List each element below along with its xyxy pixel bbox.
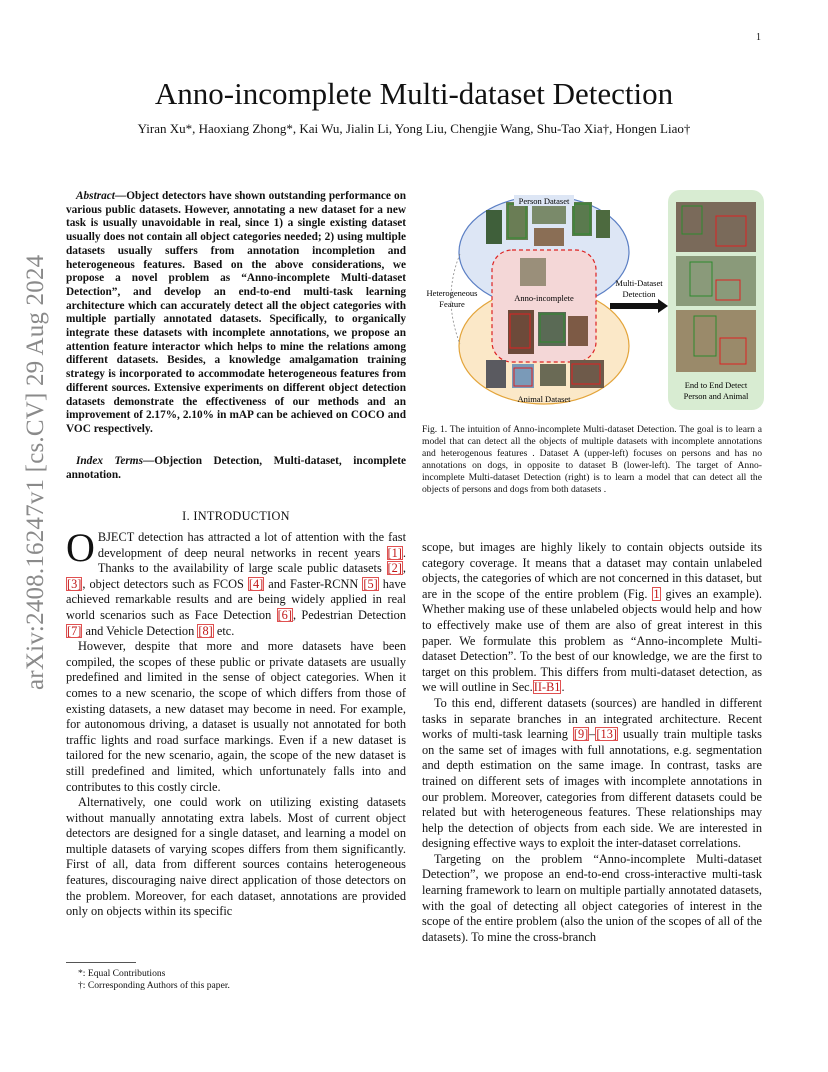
introduction-left-column xyxy=(66,525,407,920)
footnote-corresponding-authors: †: Corresponding Authors of this paper. xyxy=(78,980,230,991)
dropcap: O xyxy=(66,525,95,570)
multi-dataset-label-line1: Multi-Dataset xyxy=(615,278,663,288)
right-text: usually train multiple tasks on the same set of images with full annotations, e.g. segmentation and depth estimation on the same image. In contrast, tasks are trained on different sets of images with incomplete annotations in our problem. Moreover, categories from different datasets could be related but with heterogeneous features. These relationships may help the detection of objects from each side. We are interested in designing effective ways to exploit the inter-dataset correlations. xyxy=(422,727,762,851)
citation-link[interactable]: [1] xyxy=(387,545,402,560)
person-thumb xyxy=(506,202,528,240)
index-terms-text: —Objection Detection, Multi-dataset, incomplete annotation. xyxy=(66,455,406,481)
citation-link[interactable]: [9] xyxy=(573,727,589,742)
heterogeneous-label-line1: Heterogeneous xyxy=(426,288,478,298)
person-thumb xyxy=(572,202,592,236)
page-number: 1 xyxy=(756,32,761,43)
section-link[interactable]: II-B1 xyxy=(533,680,561,695)
mixed-thumb xyxy=(520,258,546,286)
mixed-thumb xyxy=(568,316,588,346)
intro-text: , xyxy=(402,561,406,576)
animal-dataset-label: Animal Dataset xyxy=(517,394,571,404)
index-terms-label: Index Terms xyxy=(76,455,143,467)
footnote-rule xyxy=(66,962,136,963)
right-text: gives an example). Whether making use of these unlabeled objects would help and how to effectively make use of them are also of great interest in this paper. We formulate this problem as “Anno-incomplete Multi-dataset Detection”. To the best of our knowledge, we are the first to target on this problem. This differs from multi-dataset detection, as we will outline in Sec. xyxy=(422,586,762,695)
citation-link[interactable]: [8] xyxy=(198,623,213,638)
citation-link[interactable]: [7] xyxy=(67,623,82,638)
footnotes xyxy=(66,968,406,992)
animal-thumb xyxy=(540,364,566,386)
paper-title: Anno-incomplete Multi-dataset Detection xyxy=(154,76,674,111)
intro-paragraph-2: However, despite that more and more datasets have been compiled, the scopes of these public or private datasets are usually predefined and limited in the sense of object categories. When it comes to a new scenario, the scope of which differs from those of existing datasets, a new dataset may become in need. For example, for autonomous driving, a dataset is usually not annotated for both traffic lights and road surface markings. Even if a new dataset is tailored for the new scenario, again, the scope of the new dataset is still predefined and limited, which unfortunately falls into and contributes to this costly circle. xyxy=(66,639,406,794)
end-to-end-label-line1: End to End Detect xyxy=(684,380,748,390)
heterogeneous-label-line2: Feature xyxy=(439,299,465,309)
right-paragraph-1 xyxy=(422,540,762,696)
intro-text: . Thanks to the availability of large scale public datasets xyxy=(97,545,406,576)
mixed-thumb xyxy=(538,312,566,346)
intro-text: and Vehicle Detection xyxy=(82,623,198,638)
abstract-text: —Object detectors have shown outstanding performance on various public datasets. However, annotating a new dataset for a new task is usually unavoidable in real, since 1) a single existing dataset usually does not contain all object categories needed; 2) using multiple datasets usually suffers from annotation incompletion and heterogeneous features. Based on the above considerations, we propose a novel problem as “Anno-incomplete Multi-dataset Detection”, and develop an end-to-end multi-task learning architecture which can accurately detect all the object categories with multiple partially annotated datasets. Specifically, to organically integrate these datasets with incomplete annotations, we propose an attention feature interactor which helps to mine the relations among different datasets. Besides, a knowledge amalgamation training strategy is incorporated to accommodate heterogeneous features from different sources. Extensive experiments on different object detection datasets demonstrate the effectiveness of our methods and an improvement of 2.17%, 2.10% in mAP can be achieved on COCO and VOC respectively. xyxy=(66,190,406,435)
abstract-label: Abstract xyxy=(76,190,115,202)
index-terms xyxy=(66,455,406,482)
end-to-end-label-line2: Person and Animal xyxy=(683,391,749,401)
citation-link[interactable]: [4] xyxy=(248,576,264,591)
anno-incomplete-label: Anno-incomplete xyxy=(514,293,574,303)
person-dataset-label: Person Dataset xyxy=(518,196,570,206)
intro-text: , object detectors such as FCOS xyxy=(82,576,248,591)
person-thumb xyxy=(534,228,564,246)
citation-link[interactable]: [6] xyxy=(277,607,292,622)
section-heading-introduction: I. INTRODUCTION xyxy=(182,509,290,523)
citation-link[interactable]: [2] xyxy=(387,561,402,576)
introduction-right-column xyxy=(422,540,762,945)
abstract xyxy=(66,190,406,437)
citation-link[interactable]: [3] xyxy=(67,576,82,591)
animal-thumb xyxy=(486,360,506,388)
footnote-equal-contribution: *: Equal Contributions xyxy=(78,968,166,979)
person-thumb xyxy=(596,210,610,238)
person-thumb xyxy=(532,204,566,224)
figure-1-caption: Fig. 1. The intuition of Anno-incomplete Multi-dataset Detection. The goal is to learn a model that can detect all the objects of multiple datasets with incomplete annotations and heterogenous features . Dataset A (upper-left) focuses on persons and has no annotations on dogs, in opposite to dataset B (lower-left). The target of Anno-incomplete Multi-dataset Detection (right) is to learn a model that can detect all the objects of persons and dogs from both datasets . xyxy=(422,424,762,495)
right-paragraph-2 xyxy=(422,696,762,852)
intro-paragraph-1 xyxy=(66,525,407,639)
intro-text: , Pedestrian Detection xyxy=(292,607,406,622)
figure-diagram xyxy=(420,188,768,414)
citation-link[interactable]: [13] xyxy=(596,727,617,742)
right-text: scope, but images are highly likely to contain objects outside its category coverage. It means that a dataset may contain unlabeled objects, the categories of which are not concerned in this dataset, but are in the scope of the entire problem (Fig. xyxy=(422,540,762,601)
multi-dataset-label-line2: Detection xyxy=(622,289,656,299)
right-text: – xyxy=(589,727,596,742)
author-list: Yiran Xu*, Haoxiang Zhong*, Kai Wu, Jialin Li, Yong Liu, Chengjie Wang, Shu-Tao Xia†, Hongen Liao† xyxy=(137,121,691,136)
right-text: . xyxy=(561,680,565,695)
arrow-head xyxy=(658,299,668,313)
intro-text: have achieved remarkable results and are being widely applied in real world scenarios such as Face Detection xyxy=(66,576,407,622)
intro-text: BJECT detection has attracted a lot of attention with the fast development of deep neural networks in recent years xyxy=(97,530,406,560)
person-thumb xyxy=(486,210,502,244)
arrow-shaft xyxy=(610,303,658,309)
right-text: To this end, different datasets (sources) are handled in different tasks in separate branches in an integrated architecture. Recent works of multi-task learning xyxy=(422,695,762,742)
intro-paragraph-3: Alternatively, one could work on utilizing existing datasets without manually annotating extra labels. Most of current object detectors are designed for a single dataset, and learning a model on multiple datasets of varying scopes differs from them significantly. First of all, data from different sources contains heterogeneous features, discouraging naive direct application of those detectors on the problem. Moreover, for each dataset, annotations are provided only on objects within its specific xyxy=(66,795,406,919)
intro-text: etc. xyxy=(213,623,235,638)
right-paragraph-3: Targeting on the problem “Anno-incomplete Multi-dataset Detection”, we propose an end-to-end cross-interactive multi-task learning framework to learn on multiple partially annotated datasets, with the goal of detecting all object categories of interest in the scope of the entire problem (also the union of the scopes of all of the datasets). To mine the cross-branch xyxy=(422,851,762,944)
figure-link[interactable]: 1 xyxy=(653,586,660,601)
arxiv-stamp: arXiv:2408.16247v1 [cs.CV] 29 Aug 2024 xyxy=(22,254,49,690)
intro-text: and Faster-RCNN xyxy=(264,576,363,591)
citation-link[interactable]: [5] xyxy=(363,576,378,591)
figure-1 xyxy=(420,188,768,414)
